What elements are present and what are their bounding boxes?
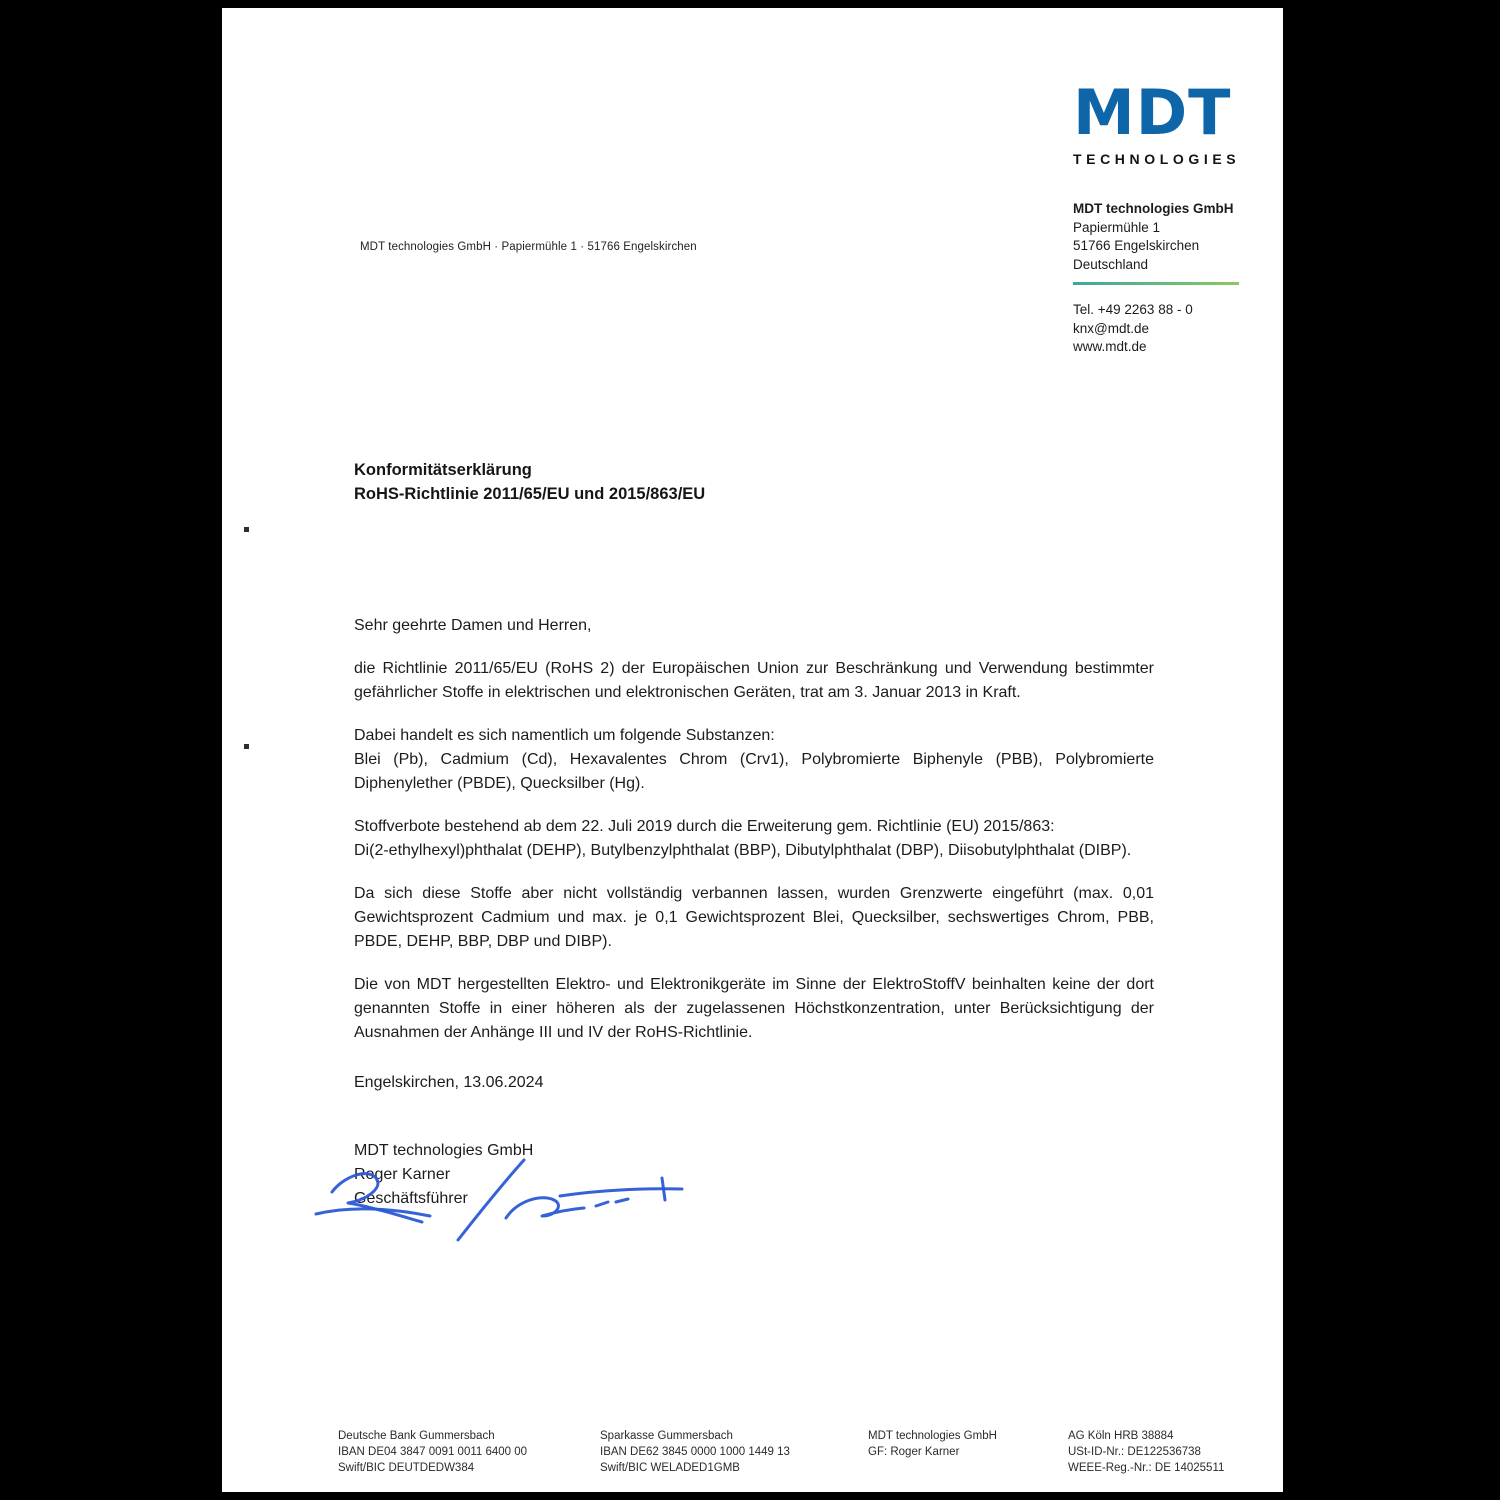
sender-address-line: MDT technologies GmbH · Papiermühle 1 · 51766 Engelskirchen [360, 241, 697, 253]
company-name: MDT technologies GmbH [1073, 201, 1234, 216]
title-line-2: RoHS-Richtlinie 2011/65/EU und 2015/863/EU [354, 485, 706, 503]
place-date-line: Engelskirchen, 13.06.2024 [354, 1074, 544, 1091]
address-divider [1073, 282, 1239, 285]
fold-mark-middle [244, 744, 249, 749]
company-street: Papiermühle 1 [1073, 219, 1161, 235]
fold-mark-top [244, 527, 249, 532]
footer-company-name: MDT technologies GmbH [868, 1430, 997, 1442]
paragraph-compliance: Die von MDT hergestellten Elektro- und Elektronikgeräte im Sinne der ElektroStoffV beinhalten keine der dort genannten Stoffe in einer höheren als der zugelassenen Höchstkonzentration, unter Berücksichtigung der Ausnahmen der Anhänge III und IV der RoHS-Richtlinie. [354, 976, 1154, 1041]
company-country: Deutschland [1073, 256, 1149, 272]
company-email: knx@mdt.de [1073, 320, 1149, 336]
paragraph-limits: Da sich diese Stoffe aber nicht vollständig verbannen lassen, wurden Grenzwerte eingeführt (max. 0,01 Gewichtsprozent Cadmium und max. je 0,1 Gewichtsprozent Blei, Quecksilber, sechswertiges Chrom, PBB, PBDE, DEHP, BBP, DBP und DIBP). [354, 885, 1154, 950]
footer-weee: WEEE-Reg.-Nr.: DE 14025511 [1068, 1462, 1225, 1474]
company-phone: Tel. +49 2263 88 - 0 [1073, 302, 1193, 317]
company-logo [1073, 76, 1253, 167]
footer-ust-id: USt-ID-Nr.: DE122536738 [1068, 1446, 1201, 1458]
footer-bank-2 [600, 1428, 868, 1476]
footer-legal [1068, 1428, 1258, 1476]
company-address-block [1073, 200, 1239, 357]
signatory-name: Roger Karner [354, 1166, 451, 1183]
phthalates-intro: Stoffverbote bestehend ab dem 22. Juli 2019 durch die Erweiterung gem. Richtlinie (EU) 2015/863: [354, 818, 1055, 835]
phthalates-list: Di(2-ethylhexyl)phthalat (DEHP), Butylbenzylphthalat (BBP), Dibutylphthalat (DBP), Diisobutylphthalat (DIBP). [354, 842, 1132, 859]
bank2-name: Sparkasse Gummersbach [600, 1430, 733, 1442]
letter-title [354, 458, 705, 506]
bank1-iban: IBAN DE04 3847 0091 0011 6400 00 [338, 1446, 528, 1458]
bank1-name: Deutsche Bank Gummersbach [338, 1430, 495, 1442]
company-city: 51766 Engelskirchen [1073, 238, 1200, 253]
salutation: Sehr geehrte Damen und Herren, [354, 617, 592, 634]
mdt-logo-wordmark: MDT [1073, 76, 1232, 149]
substances-intro: Dabei handelt es sich namentlich um folgende Substanzen: [354, 727, 775, 744]
letter-body [354, 614, 1154, 1211]
footer-company [868, 1428, 1068, 1476]
letter-page [222, 8, 1283, 1492]
signature-scribble [310, 1156, 690, 1248]
letter-footer [338, 1428, 1258, 1476]
bank2-bic: Swift/BIC WELADED1GMB [600, 1462, 740, 1474]
mdt-logo-subtitle: TECHNOLOGIES [1073, 151, 1241, 167]
footer-bank-1 [338, 1428, 600, 1476]
substances-list: Blei (Pb), Cadmium (Cd), Hexavalentes Chrom (Crv1), Polybromierte Biphenyle (PBB), Polybromierte Diphenylether (PBDE), Quecksilber (Hg). [354, 751, 1154, 792]
signature-company: MDT technologies GmbH [354, 1142, 534, 1159]
title-line-1: Konformitätserklärung [354, 461, 532, 479]
paragraph-substances [354, 724, 1154, 796]
signatory-role: Geschäftsführer [354, 1190, 468, 1207]
paragraph-phthalates [354, 815, 1154, 863]
footer-company-gf: GF: Roger Karner [868, 1446, 960, 1458]
bank1-bic: Swift/BIC DEUTDEDW384 [338, 1462, 475, 1474]
company-website: www.mdt.de [1073, 339, 1147, 354]
bank2-iban: IBAN DE62 3845 0000 1000 1449 13 [600, 1446, 790, 1458]
footer-hrb: AG Köln HRB 38884 [1068, 1430, 1174, 1442]
paragraph-rohs-intro: die Richtlinie 2011/65/EU (RoHS 2) der Europäischen Union zur Beschränkung und Verwendung bestimmter gefährlicher Stoffe in elektrischen und elektronischen Geräten, trat am 3. Januar 2013 in Kraft. [354, 660, 1154, 701]
